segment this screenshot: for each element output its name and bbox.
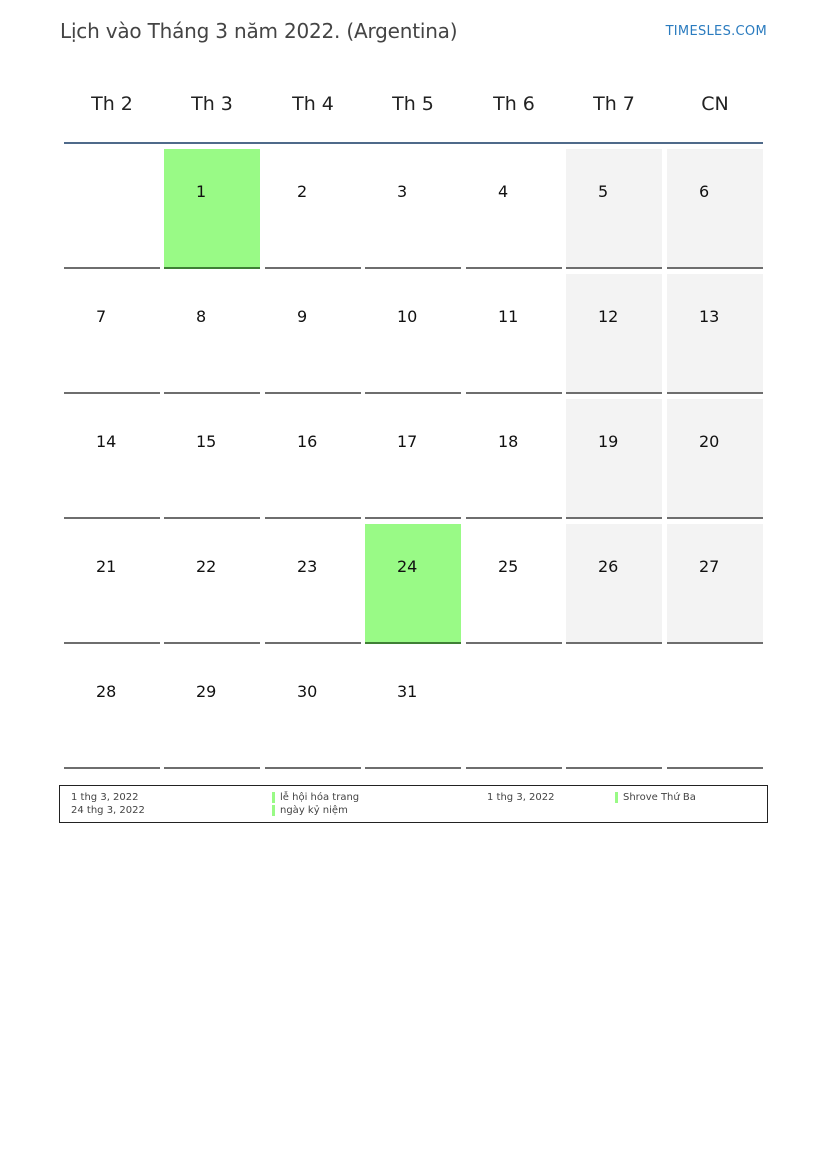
day-cell-30[interactable] <box>265 649 361 769</box>
day-number: 28 <box>96 682 117 701</box>
day-cell-1[interactable] <box>164 149 260 269</box>
day-cell-19[interactable] <box>566 399 662 519</box>
day-number: 25 <box>498 557 519 576</box>
legend-date: 24 thg 3, 2022 <box>71 805 145 816</box>
day-number: 24 <box>397 557 418 576</box>
legend-holiday-name: ngày kỷ niệm <box>280 805 348 816</box>
legend-holiday-name: Shrove Thứ Ba <box>623 792 696 803</box>
day-cell-11[interactable] <box>466 274 562 394</box>
day-number: 11 <box>498 307 519 326</box>
day-cell-24[interactable] <box>365 524 461 644</box>
day-cell-25[interactable] <box>466 524 562 644</box>
brand-link[interactable]: TIMESLES.COM <box>665 24 767 39</box>
header-divider <box>64 142 763 144</box>
weekday-header <box>61 80 766 128</box>
day-cell-23[interactable] <box>265 524 361 644</box>
day-cell-28[interactable] <box>64 649 160 769</box>
day-cell-6[interactable] <box>667 149 763 269</box>
day-number: 22 <box>196 557 217 576</box>
day-number: 3 <box>397 182 408 201</box>
day-cell-empty <box>667 649 763 769</box>
legend-date: 1 thg 3, 2022 <box>71 792 139 803</box>
day-cell-16[interactable] <box>265 399 361 519</box>
holiday-legend <box>59 785 768 823</box>
day-cell-20[interactable] <box>667 399 763 519</box>
day-number: 7 <box>96 307 107 326</box>
day-cell-empty <box>466 649 562 769</box>
day-cell-2[interactable] <box>265 149 361 269</box>
day-cell-15[interactable] <box>164 399 260 519</box>
day-cell-3[interactable] <box>365 149 461 269</box>
day-number: 13 <box>699 307 720 326</box>
day-cell-13[interactable] <box>667 274 763 394</box>
day-number: 30 <box>297 682 318 701</box>
day-cell-31[interactable] <box>365 649 461 769</box>
weekday-sat: Th 7 <box>593 93 635 115</box>
day-number: 8 <box>196 307 207 326</box>
day-number: 21 <box>96 557 117 576</box>
holiday-color-marker <box>272 792 275 803</box>
day-number: 5 <box>598 182 609 201</box>
day-number: 15 <box>196 432 217 451</box>
day-cell-14[interactable] <box>64 399 160 519</box>
day-number: 19 <box>598 432 619 451</box>
day-number: 4 <box>498 182 509 201</box>
day-cell-4[interactable] <box>466 149 562 269</box>
day-number: 10 <box>397 307 418 326</box>
weekday-sun: CN <box>701 93 729 115</box>
weekday-tue: Th 3 <box>191 93 233 115</box>
weekday-thu: Th 5 <box>392 93 434 115</box>
day-number: 27 <box>699 557 720 576</box>
day-cell-29[interactable] <box>164 649 260 769</box>
page-title: Lịch vào Tháng 3 năm 2022. (Argentina) <box>60 19 458 43</box>
day-cell-10[interactable] <box>365 274 461 394</box>
weekday-mon: Th 2 <box>91 93 133 115</box>
day-cell-empty <box>64 149 160 269</box>
holiday-color-marker <box>615 792 618 803</box>
day-number: 9 <box>297 307 308 326</box>
day-number: 23 <box>297 557 318 576</box>
day-cell-18[interactable] <box>466 399 562 519</box>
day-cell-21[interactable] <box>64 524 160 644</box>
day-cell-26[interactable] <box>566 524 662 644</box>
day-cell-12[interactable] <box>566 274 662 394</box>
day-cell-17[interactable] <box>365 399 461 519</box>
day-number: 29 <box>196 682 217 701</box>
day-cell-8[interactable] <box>164 274 260 394</box>
day-number: 17 <box>397 432 418 451</box>
day-cell-5[interactable] <box>566 149 662 269</box>
day-number: 18 <box>498 432 519 451</box>
day-number: 6 <box>699 182 710 201</box>
day-number: 2 <box>297 182 308 201</box>
day-number: 12 <box>598 307 619 326</box>
legend-date: 1 thg 3, 2022 <box>487 792 555 803</box>
day-cell-22[interactable] <box>164 524 260 644</box>
legend-holiday-name: lễ hội hóa trang <box>280 792 360 803</box>
day-number: 14 <box>96 432 117 451</box>
day-cell-27[interactable] <box>667 524 763 644</box>
day-cell-9[interactable] <box>265 274 361 394</box>
weekday-wed: Th 4 <box>292 93 334 115</box>
holiday-color-marker <box>272 805 275 816</box>
day-cell-empty <box>566 649 662 769</box>
day-number: 26 <box>598 557 619 576</box>
day-cell-7[interactable] <box>64 274 160 394</box>
day-number: 1 <box>196 182 207 201</box>
weekday-fri: Th 6 <box>493 93 535 115</box>
day-number: 31 <box>397 682 418 701</box>
day-number: 16 <box>297 432 318 451</box>
day-number: 20 <box>699 432 720 451</box>
